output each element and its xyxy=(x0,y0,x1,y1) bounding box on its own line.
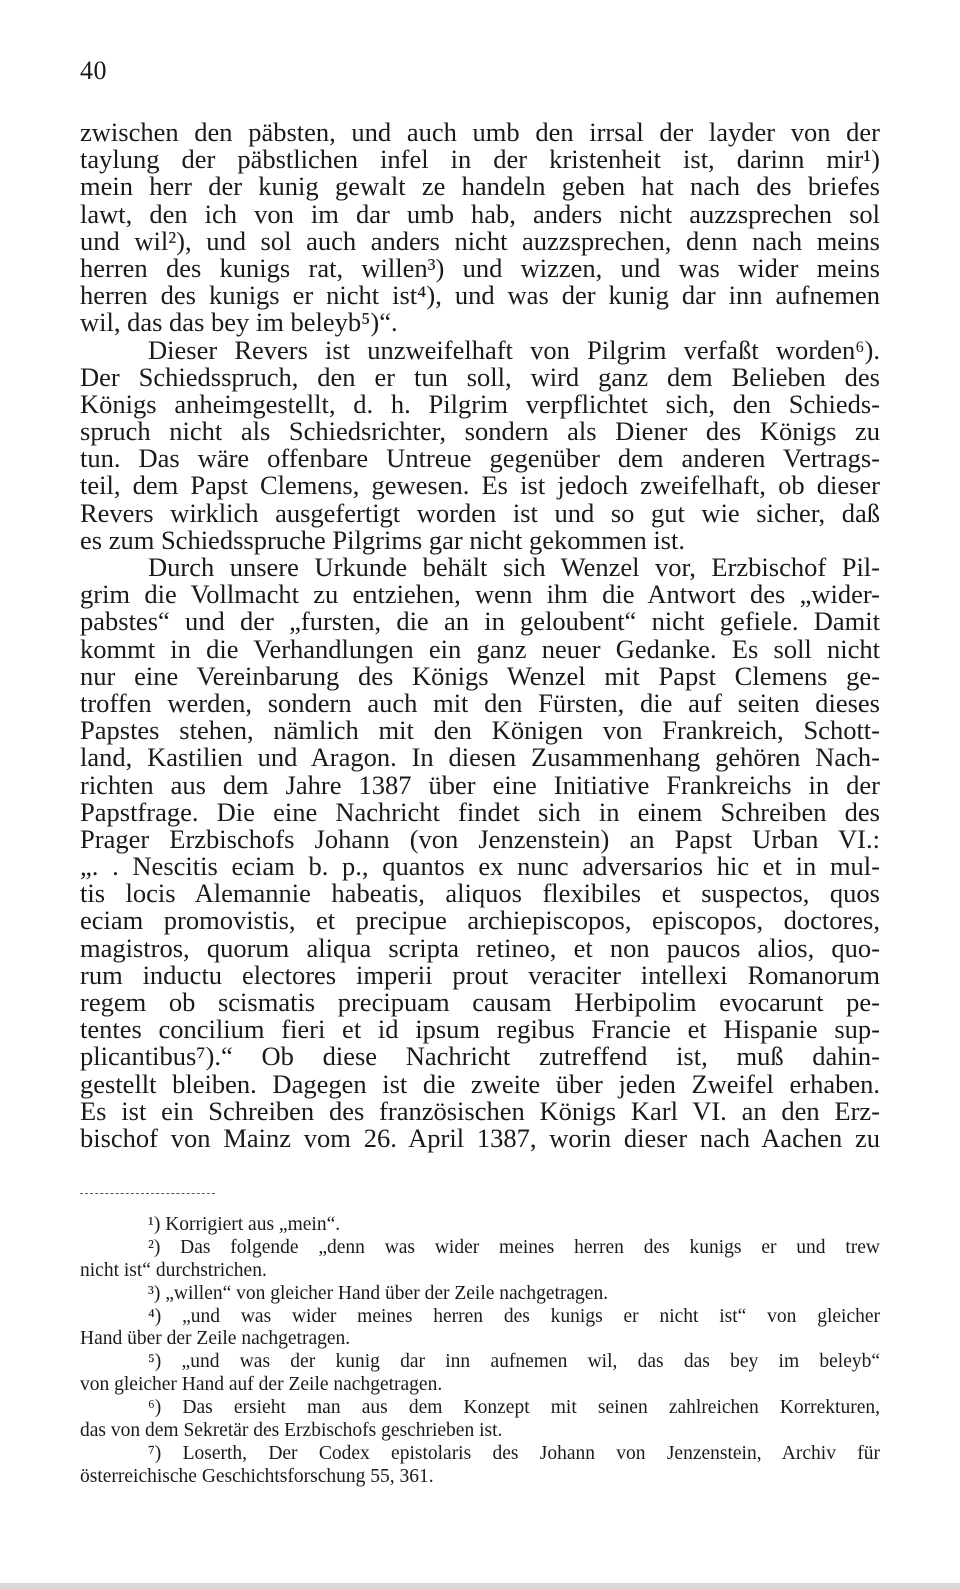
footnote-line: ²) Das folgende „denn was wider meines herren des kunigs er und trew xyxy=(148,1236,880,1258)
text-line: rum inductu electores imperii prout veraciter intellexi Romanorum xyxy=(80,959,880,990)
text-line: spruch nicht als Schiedsrichter, sondern als Diener des Königs zu xyxy=(80,416,880,447)
text-line: gestellt bleiben. Dagegen ist die zweite über jeden Zweifel erhaben. xyxy=(80,1068,880,1099)
text-line: und wil²), und sol auch anders nicht auzzsprechen, denn nach meins xyxy=(80,225,880,256)
text-line: mein herr der kunig gewalt ze handeln geben hat nach des briefes xyxy=(80,171,880,202)
text-line: herren des kunigs er nicht ist⁴), und was der kunig dar inn aufnemen xyxy=(80,280,880,311)
text-line: bischof von Mainz vom 26. April 1387, worin dieser nach Aachen zu xyxy=(80,1122,880,1153)
text-line: Durch unsere Urkunde behält sich Wenzel vor, Erzbischof Pil- xyxy=(148,552,880,582)
footnote-line: von gleicher Hand auf der Zeile nachgetragen. xyxy=(80,1374,443,1396)
text-line: Revers wirklich ausgefertigt worden ist und so gut wie sicher, daß xyxy=(80,497,880,528)
text-line: taylung der päbstlichen infel in der kristenheit ist, darinn mir¹) xyxy=(80,144,880,175)
footnote-line: ⁶) Das ersieht man aus dem Konzept mit seinen zahlreichen Korrekturen, xyxy=(148,1397,880,1419)
footnotes xyxy=(80,1214,880,1489)
text-line: teil, dem Papst Clemens, gewesen. Es ist jedoch zweifelhaft, ob dieser xyxy=(80,470,880,501)
footnote-line: ⁷) Loserth, Der Codex epistolaris des Johann von Jenzenstein, Archiv für xyxy=(148,1442,880,1464)
text-line: tis locis Alemannie habeatis, aliquos flexibiles et suspectos, quos xyxy=(80,878,880,909)
footnote-line: Hand über der Zeile nachgetragen. xyxy=(80,1328,351,1350)
text-line: magistros, quorum aliqua scripta retineo, et non paucos alios, quo- xyxy=(80,932,880,963)
text-line: es zum Schiedsspruche Pilgrims gar nicht gekommen ist. xyxy=(80,524,685,555)
text-line: Der Schiedsspruch, den er tun soll, wird ganz dem Belieben des xyxy=(80,361,880,392)
page-number: 40 xyxy=(80,56,107,85)
footnote-line: ³) „willen“ von gleicher Hand über der Zeile nachgetragen. xyxy=(148,1282,609,1304)
footnote-line: ⁵) „und was der kunig dar inn aufnemen wil, das das bey im beleyb“ xyxy=(148,1351,880,1373)
text-line: land, Kastilien und Aragon. In diesen Zusammenhang gehören Nach- xyxy=(80,742,880,773)
text-line: kommt in die Verhandlungen ein ganz neuer Gedanke. Es soll nicht xyxy=(80,633,880,664)
text-line: Papstfrage. Die eine Nachricht findet sich in einem Schreiben des xyxy=(80,796,880,827)
text-line: Papstes stehen, nämlich mit den Königen von Frankreich, Schott- xyxy=(80,715,880,746)
text-line: lawt, den ich von im dar umb hab, anders nicht auzzsprechen sol xyxy=(80,198,880,229)
footnote-line: ¹) Korrigiert aus „mein“. xyxy=(148,1214,341,1235)
text-line: Königs anheimgestellt, d. h. Pilgrim verpflichtet sich, den Schieds- xyxy=(80,388,880,419)
text-line: pabstes“ und der „fursten, die an in geloubent“ nicht gefiele. Damit xyxy=(80,606,880,637)
text-line: zwischen den päbsten, und auch umb den irrsal der layder von der xyxy=(80,117,880,147)
scan-edge xyxy=(0,1583,960,1589)
text-line: „. . Nescitis eciam b. p., quantos ex nunc adversarios hic et in mul- xyxy=(80,851,880,882)
text-line: herren des kunigs rat, willen³) und wizzen, und was wider meins xyxy=(80,252,880,283)
text-line: Dieser Revers ist unzweifelhaft von Pilgrim verfaßt worden⁶). xyxy=(148,334,880,365)
text-line: grim die Vollmacht zu entziehen, wenn ihm die Antwort des „wider- xyxy=(80,579,880,610)
text-line: tentes concilium fieri et id ipsum regibus Francie et Hispanie sup- xyxy=(80,1014,880,1045)
text-line: troffen werden, sondern auch mit den Fürsten, die auf seiten dieses xyxy=(80,687,880,718)
footnote-line: österreichische Geschichtsforschung 55, 361. xyxy=(80,1465,434,1487)
text-line: plicantibus⁷).“ Ob diese Nachricht zutreffend ist, muß dahin- xyxy=(80,1041,880,1072)
footnote-line: nicht ist“ durchstrichen. xyxy=(80,1259,267,1281)
text-line: Prager Erzbischofs Johann (von Jenzenstein) an Papst Urban VI.: xyxy=(80,823,880,854)
text-line: wil, das das bey im beleyb⁵)“. xyxy=(80,307,398,338)
footnote-line: ⁴) „und was wider meines herren des kunigs er nicht ist“ von gleicher xyxy=(148,1305,880,1327)
text-line: regem ob scismatis precipuam causam Herbipolim evocarunt pe- xyxy=(80,987,880,1017)
footnote-separator xyxy=(80,1193,215,1194)
text-line: tun. Das wäre offenbare Untreue gegenüber dem anderen Vertrags- xyxy=(80,443,880,474)
text-line: Es ist ein Schreiben des französischen Königs Karl VI. an den Erz- xyxy=(80,1095,880,1126)
footnote-line: das von dem Sekretär des Erzbischofs geschrieben ist. xyxy=(80,1420,503,1442)
text-line: richten aus dem Jahre 1387 über eine Initiative Frankreichs in der xyxy=(80,769,880,800)
body-text xyxy=(80,119,880,1152)
text-line: nur eine Vereinbarung des Königs Wenzel mit Papst Clemens ge- xyxy=(80,660,880,691)
text-line: eciam promovistis, et precipue archiepiscopos, episcopos, doctores, xyxy=(80,905,880,936)
